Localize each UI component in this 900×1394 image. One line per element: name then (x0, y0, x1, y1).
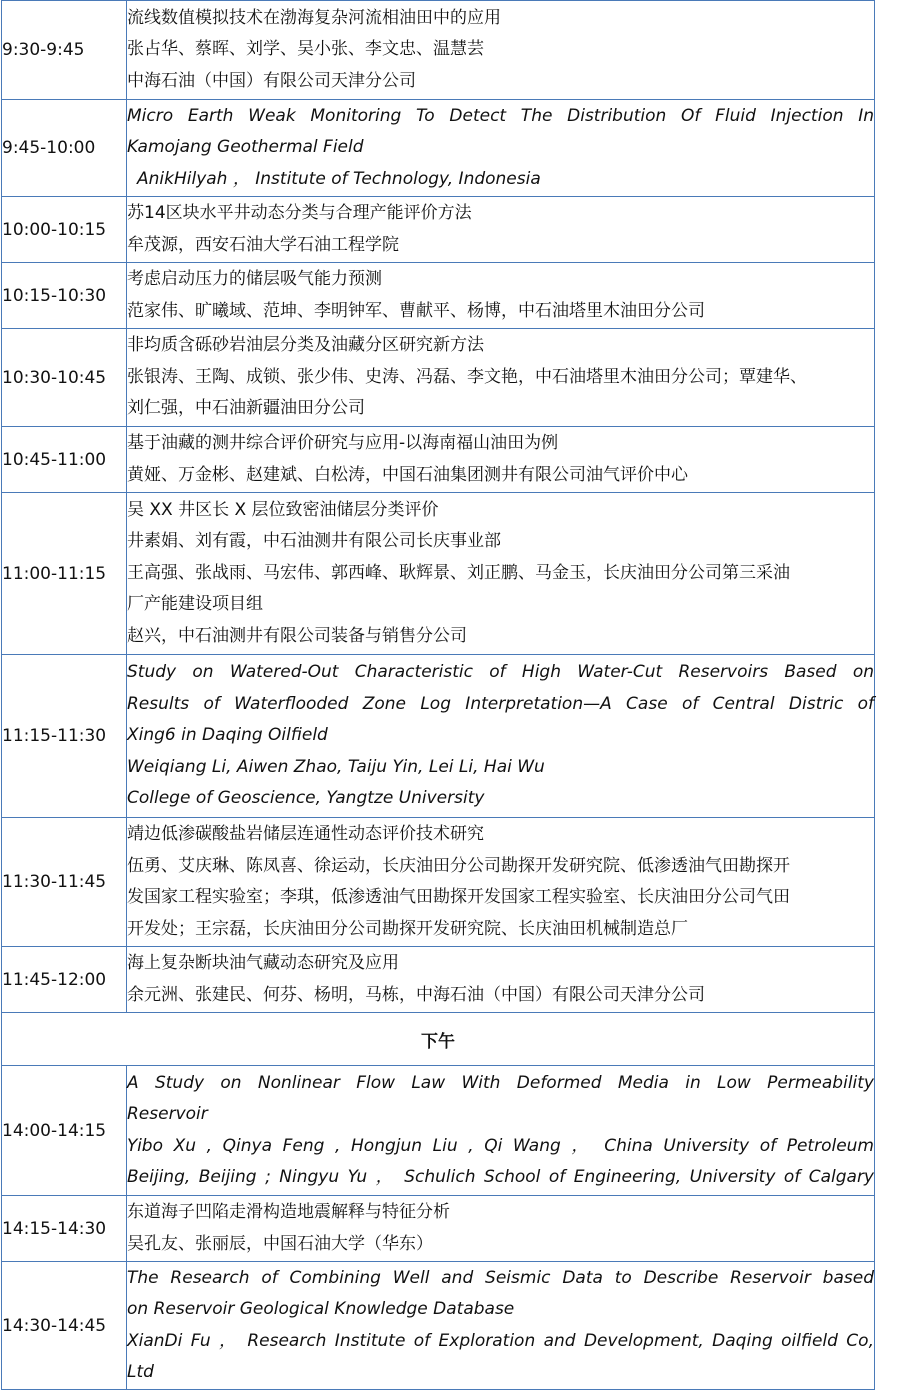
talk-title: 基于油藏的测井综合评价研究与应用-以海南福山油田为例 (127, 433, 559, 453)
time-slot: 14:15-14:30 (2, 1196, 127, 1262)
talk-title: 吴 XX 井区长 X 层位致密油储层分类评价 (127, 499, 439, 520)
schedule-row (2, 1196, 875, 1262)
talk-authors: 王高强、张战雨、马宏伟、郭西峰、耿辉景、刘正鹏、马金玉，长庆油田分公司第三采油 (127, 562, 790, 583)
schedule-row (2, 263, 875, 329)
schedule-row (2, 329, 875, 427)
schedule-row (2, 947, 875, 1013)
talk-authors: 余元洲、张建民、何芬、杨明，马栋，中海石油（中国）有限公司天津分公司 (127, 984, 705, 1005)
schedule-row (2, 1, 875, 100)
time-slot: 11:15-11:30 (2, 655, 127, 818)
talk-authors: XianDi Fu ， Research Institute of Exploration and Development, Daqing oilfield Co, (127, 1330, 874, 1351)
talk-title: 海上复杂断块油气藏动态研究及应用 (127, 953, 399, 973)
talk-title: 非均质含砾砂岩油层分类及油藏分区研究新方法 (127, 335, 484, 356)
talk-authors: 黄娅、万金彬、赵建斌、白松涛，中国石油集团测井有限公司油气评价中心 (127, 464, 688, 485)
schedule-row (2, 1262, 875, 1390)
schedule-row (2, 427, 875, 493)
talk-title: A Study on Nonlinear Flow Law With Deformed Media in Low Permeability (127, 1072, 874, 1093)
time-slot: 11:45-12:00 (2, 947, 127, 1013)
time-slot: 11:30-11:45 (2, 818, 127, 947)
talk-title: 东道海子凹陷走滑构造地震解释与特征分析 (127, 1202, 450, 1222)
time-slot: 14:00-14:15 (2, 1066, 127, 1196)
talk-title-continued: Reservoir (127, 1104, 208, 1124)
talk-details (127, 947, 875, 1013)
talk-details (127, 100, 875, 197)
talk-details (127, 1066, 875, 1196)
talk-details (127, 263, 875, 329)
talk-title: Study on Watered-Out Characteristic of High Water-Cut Reservoirs Based on (127, 662, 874, 683)
talk-authors: Weiqiang Li, Aiwen Zhao, Taiju Yin, Lei Li, Hai Wu (127, 756, 545, 777)
talk-authors: 吴孔友、张丽辰，中国石油大学（华东） (127, 1233, 433, 1254)
talk-authors-continued: Beijing, Beijing ; Ningyu Yu ， Schulich School of Engineering, University of Calgary (127, 1167, 874, 1187)
schedule-row (2, 493, 875, 655)
talk-title-continued: on Reservoir Geological Knowledge Database (127, 1299, 515, 1319)
schedule-table (1, 0, 875, 1390)
session-header-row (2, 1013, 875, 1066)
time-slot: 9:30-9:45 (2, 1, 127, 100)
schedule-row (2, 1066, 875, 1196)
talk-details (127, 818, 875, 947)
talk-authors: 井素娟、刘有霞，中石油测井有限公司长庆事业部 (127, 531, 501, 552)
time-slot: 10:00-10:15 (2, 197, 127, 263)
talk-authors-continued: 厂产能建设项目组 (127, 594, 263, 615)
talk-title: Micro Earth Weak Monitoring To Detect The Distribution Of Fluid Injection In (127, 105, 874, 126)
schedule-row (2, 197, 875, 263)
talk-details (127, 1, 875, 100)
talk-title-continued: Results of Waterflooded Zone Log Interpretation—A Case of Central Distric of (127, 693, 874, 714)
talk-title-continued: Xing6 in Daqing Oilfield (127, 725, 328, 746)
time-slot: 10:45-11:00 (2, 427, 127, 493)
talk-title: 考虑启动压力的储层吸气能力预测 (127, 269, 382, 289)
talk-authors: AnikHilyah ， Institute of Technology, Indonesia (137, 168, 541, 189)
talk-details (127, 329, 875, 427)
talk-authors: Yibo Xu , Qinya Feng , Hongjun Liu , Qi Wang ， China University of Petroleum (127, 1135, 874, 1156)
schedule-row (2, 655, 875, 818)
talk-title: 流线数值模拟技术在渤海复杂河流相油田中的应用 (127, 7, 501, 28)
talk-details (127, 655, 875, 818)
talk-title: The Research of Combining Well and Seismic Data to Describe Reservoir based (127, 1267, 874, 1288)
talk-details (127, 197, 875, 263)
talk-authors-continued: 发国家工程实验室；李琪，低渗透油气田勘探开发国家工程实验室、长庆油田分公司气田 (127, 887, 790, 907)
talk-title: 苏14区块水平井动态分类与合理产能评价方法 (127, 203, 472, 223)
time-slot: 10:15-10:30 (2, 263, 127, 329)
talk-title: 靖边低渗碳酸盐岩储层连通性动态评价技术研究 (127, 824, 484, 844)
afternoon-session-label: 下午 (2, 1013, 875, 1066)
time-slot: 14:30-14:45 (2, 1262, 127, 1390)
talk-authors: 赵兴，中石油测井有限公司装备与销售分公司 (127, 625, 467, 646)
schedule-row (2, 818, 875, 947)
talk-authors: 张银涛、王陶、成锁、张少伟、史涛、冯磊、李文艳，中石油塔里木油田分公司；覃建华、 (127, 366, 807, 387)
talk-authors-continued: 刘仁强，中石油新疆油田分公司 (127, 398, 365, 419)
talk-details (127, 1196, 875, 1262)
talk-authors: 牟茂源，西安石油大学石油工程学院 (127, 234, 399, 255)
schedule-row (2, 100, 875, 197)
talk-affiliation: College of Geoscience, Yangtze University (127, 788, 485, 809)
talk-authors-continued: Ltd (127, 1362, 154, 1382)
talk-authors: 张占华、蔡晖、刘学、吴小张、李文忠、温慧芸 (127, 39, 484, 60)
time-slot: 9:45-10:00 (2, 100, 127, 197)
talk-details (127, 427, 875, 493)
talk-authors: 范家伟、旷曦域、范坤、李明钟军、曹献平、杨博，中石油塔里木油田分公司 (127, 300, 705, 321)
talk-details (127, 1262, 875, 1390)
time-slot: 10:30-10:45 (2, 329, 127, 427)
talk-authors-continued: 开发处；王宗磊，长庆油田分公司勘探开发研究院、长庆油田机械制造总厂 (127, 918, 688, 939)
talk-details (127, 493, 875, 655)
talk-title-continued: Kamojang Geothermal Field (127, 137, 364, 158)
talk-authors: 伍勇、艾庆琳、陈凤喜、徐运动，长庆油田分公司勘探开发研究院、低渗透油气田勘探开 (127, 855, 790, 876)
talk-affiliation: 中海石油（中国）有限公司天津分公司 (127, 70, 416, 91)
time-slot: 11:00-11:15 (2, 493, 127, 655)
